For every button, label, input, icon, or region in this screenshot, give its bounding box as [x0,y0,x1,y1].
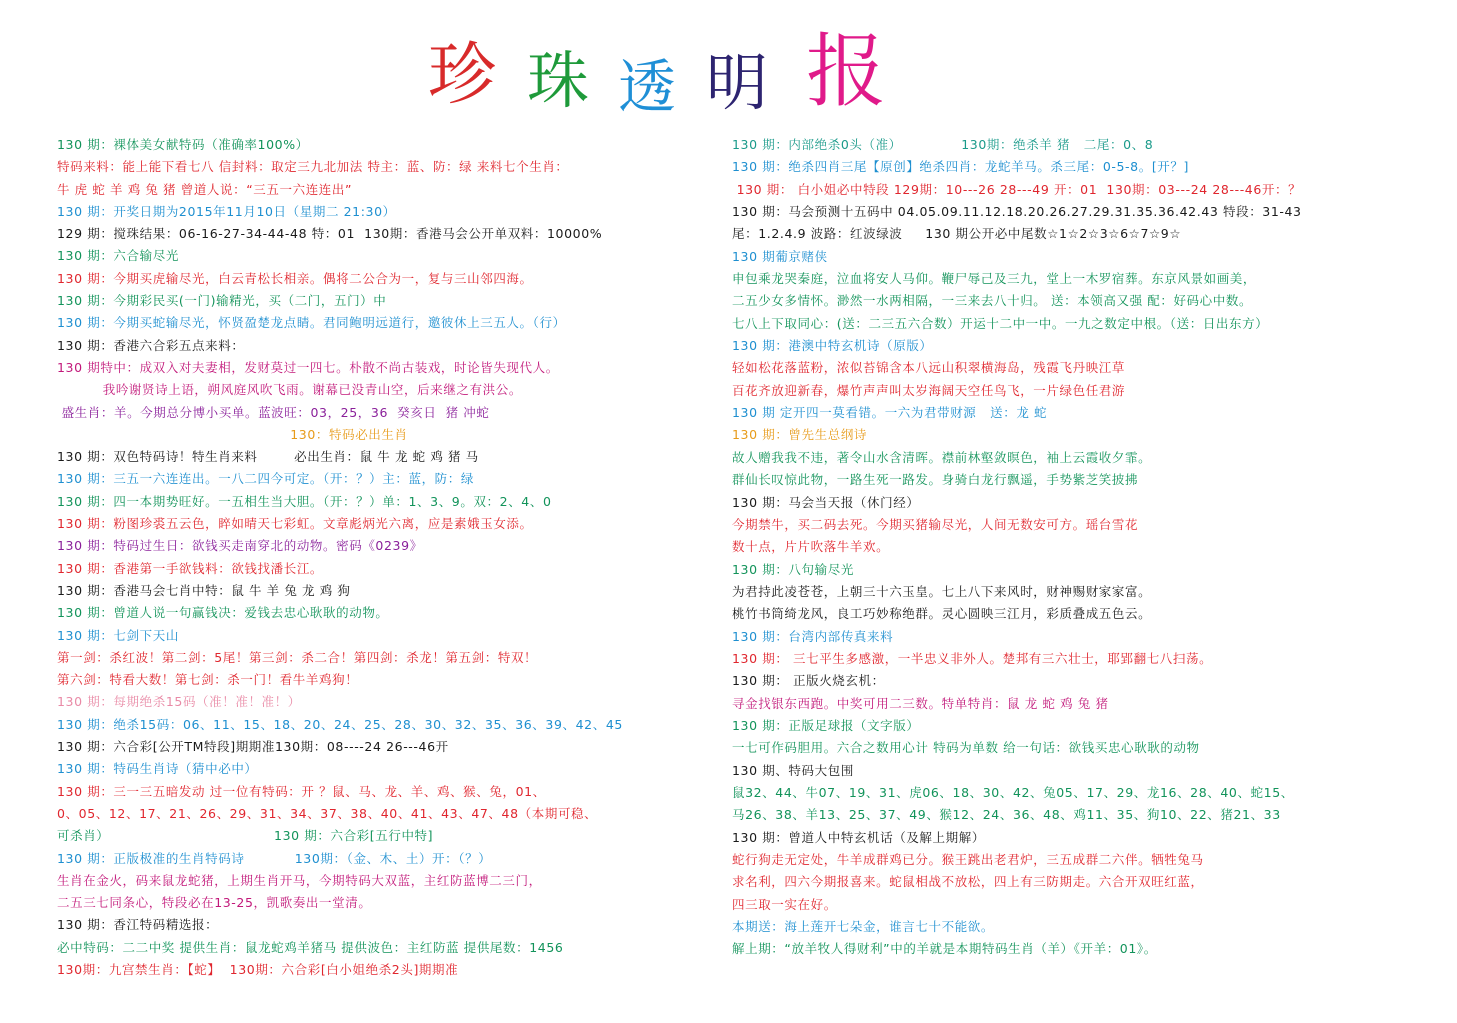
right-text-line: 四三取一实在好。 [732,896,837,912]
right-text-line: 130 期：正版足球报（文字版） [732,717,920,733]
left-text-line: 130 期特中：成双入对夫妻相，发财莫过一四七。朴散不尚古装戏，时论皆失现代人。 [57,359,559,375]
right-text-line: 解上期：“放羊牧人得财利”中的羊就是本期特码生肖（羊）《开羊：01》。 [732,941,1157,957]
right-text-line: 蛇行狗走无定处，牛羊成群鸡已分。猴王跳出老君炉，三五成群二六伴。牺牲兔马 [732,852,1204,867]
left-text-line: 130 期：每期绝杀15码（准！准！准！） [57,694,301,710]
title-char-4: 明 [706,46,769,119]
left-text-line: 130 期：绝杀15码：06、11、15、18、20、24、25、28、30、32、35、36、39、42、45 [57,716,623,732]
right-text-line: 130 期：绝杀四肖三尾【原创】绝杀四肖：龙蛇羊马。杀三尾：0-5-8。[开？] [732,159,1189,175]
right-text-line: 百花齐放迎新春，爆竹声声叫太岁海阔天空任鸟飞，一片绿色任君游 [732,382,1126,398]
right-text-line: 寻金找银东西跑。中奖可用二三数。特单特肖：鼠 龙 蛇 鸡 兔 猪 [732,695,1109,711]
left-text-line: 生肖在金火，码来鼠龙蛇猪，上期生肖开马，今期特码大双蓝，主红防蓝博二三门， [57,872,542,888]
left-text-line: 130 期：开奖日期为2015年11月10日（星期二 21:30） [57,203,396,219]
left-text-line: 第一剑：杀红波！第二剑：5尾！第三剑：杀二合！第四剑：杀龙！第五剑：特双！ [57,649,538,665]
left-text-line: 130 期：特码过生日：欲钱买走南穿北的动物。密码《0239》 [57,538,423,554]
right-text-line: 申包乘龙哭秦庭，泣血将安人马仰。鞭尸辱己及三九，堂上一木罗宿葬。东京风景如画美， [732,271,1257,287]
left-text-line: 盛生肖：羊。今期总分博小买单。蓝波旺：03，25，36 癸亥日 猪 冲蛇 [57,404,490,420]
left-text-line: 130 期：特码生肖诗（猜中必中） [57,761,258,777]
left-text-line: 130 期：六合输尽光 [57,248,179,264]
right-text-line: 群仙长叹惊此物，一路生死一路发。身骑白龙行飘遥，手势紫芝笑披拂 [732,472,1139,488]
left-text-line: 130 期：六合彩[公开TM特段]期期准130期：08----24 26---46开 [57,739,449,755]
left-text-line: 130 期：粉图珍裘五云色，睟如晴天七彩虹。文章彪炳光六离，应是素娥玉女添。 [57,516,533,532]
left-text-line: 130 期：香港马会七肖中特：鼠 牛 羊 兔 龙 鸡 狗 [57,582,351,598]
left-text-line: 可杀肖） 130 期：六合彩[五行中特] [57,828,434,844]
title-char-5: 报 [806,25,886,118]
left-text-line: 129 期：搅珠结果：06-16-27-34-44-48 特：01 130期：香港马会公开单双料：10000% [57,226,603,242]
right-text-line: 130 期、特码大包围 [732,762,854,778]
right-text-line: 尾：1.2.4.9 波路：红波绿波 130 期公开必中尾数☆1☆2☆3☆6☆7☆9☆ [732,226,1182,242]
right-text-line: 求名利，四六今期报喜来。蛇鼠相战不放松，四上有三防期走。六合开双旺红蓝， [732,874,1204,890]
left-text-line: 二五三七同条心，特段必在13-25，凯歌奏出一堂清。 [57,895,372,911]
right-text-line: 130 期：马会预测十五码中 04.05.09.11.12.18.20.26.27.29.31.35.36.42.43 特段：31-43 [732,204,1302,220]
left-text-line: 130 期：正版极准的生肖特码诗 130期：（金、木、土）开：（？） [57,850,492,866]
right-text-line: 130 期葡京赌侠 [732,248,828,264]
left-text-line: 130 期：四一本期势旺好。一五相生当大胆。（开：？）单：1、3、9。双：2、4、0 [57,493,552,509]
right-text-line: 故人赠我我不违，著令山水含清晖。襟前林壑敛暝色，袖上云霞收夕霏。 [732,449,1152,465]
left-text-line: 牛 虎 蛇 羊 鸡 兔 猪 曾道人说：“三五一六连连出” [57,181,353,197]
right-text-line: 130 期：曾道人中特玄机话（及解上期解） [732,829,985,845]
right-text-line: 桃竹书筒绮龙风，良工巧妙称绝群。灵心圆映三江月，彩质叠成五色云。 [732,606,1152,622]
right-text-line: 130 期：马会当天报（休门经） [732,494,920,510]
left-text-line: 130 期：双色特码诗！特生肖来料 必出生肖：鼠 牛 龙 蛇 鸡 猪 马 [57,449,479,465]
left-text-line: 130 期：今期买虎输尽光，白云青松长相亲。偶将二公合为一，复与三山邻四海。 [57,270,533,286]
right-column [732,134,1432,961]
right-text-line: 本期送：海上莲开七朵金，谁言七十不能欲。 [732,919,995,935]
left-text-line: 第六剑：特看大数！第七剑：杀一门！看牛羊鸡狗！ [57,672,359,688]
right-text-line: 鼠32、44、牛07、19、31、虎06、18、30、42、兔05、17、29、龙16、28、40、蛇15、 [732,784,1294,800]
newspaper-title [0,25,1457,121]
right-text-line: 130 期：曾先生总纲诗 [732,427,868,443]
right-text-line: 二五少女多情怀。渺然一水两相隔，一三来去八十归。 送：本领高又强 配：好码心中数。 [732,293,1253,309]
left-text-line: 0、05、12、17、21、26、29、31、34、37、38、40、41、43、47、48（本期可稳、 [57,805,598,821]
title-char-1: 珍 [428,36,497,115]
left-text-line: 130：特码必出生肖 [57,426,408,442]
right-text-line: 今期禁牛，买二码去死。今期买猪输尽光，人间无数安可方。瑶台雪花 [732,516,1139,532]
left-text-line: 130 期：香江特码精选报： [57,917,219,933]
left-text-line: 必中特码：二二中奖 提供生肖：鼠龙蛇鸡羊猪马 提供波色：主红防蓝 提供尾数：1456 [57,939,564,955]
left-text-line: 130 期：裸体美女献特码（准确率100%） [57,137,309,152]
right-text-line: 130 期：港澳中特玄机诗（原版） [732,338,933,354]
left-text-line: 130 期：七剑下天山 [57,627,179,643]
left-text-line: 130 期：三一三五暗发动 过一位有特码：开 ？鼠、马、龙、羊、鸡、猴、兔，01、 [57,783,546,799]
right-text-line: 130 期 定开四一莫看错。一六为君带财源 送：龙 蛇 [732,405,1048,421]
left-text-line: 130 期：香港六合彩五点来料： [57,337,245,353]
left-text-line: 特码来料：能上能下看七八 信封料：取定三九北加法 特主：蓝、防：绿 来料七个生肖： [57,159,569,175]
right-text-line: 数十点，片片吹落牛羊欢。 [732,539,890,555]
right-text-line: 七八上下取同心：(送：二三五六合数）开运十二中一中。一九之数定中根。（送：日出东方） [732,315,1269,331]
right-text-line: 130 期： 白小姐必中特段 129期：10---26 28---49 开：01 130期：03---24 28---46开：？ [732,181,1302,197]
left-column [57,134,717,981]
left-text-line: 130 期：曾道人说一句赢钱决：爱钱去忠心耿耿的动物。 [57,605,389,621]
right-text-line: 130 期：内部绝杀0头（准） 130期：绝杀羊 猪 二尾：0、8 [732,137,1154,152]
right-text-line: 130 期： 正版火烧玄机： [732,673,885,689]
right-text-line: 为君持此凌苍苍，上朝三十六玉皇。七上八下来风时，财神赐财家家富。 [732,583,1152,599]
left-text-line: 130期：九宫禁生肖：【蛇】 130期：六合彩[白小姐绝杀2头]期期准 [57,961,459,977]
right-text-line: 轻如松花落蓝粉，浓似苔锦含本八远山积翠横海岛，残霞飞丹映江草 [732,360,1126,376]
left-text-line: 我吟谢贤诗上语，朔风庭风吹飞雨。谢幕已没青山空，后来继之有洪公。 [57,382,522,398]
right-text-line: 马26、38、羊13、25、37、49、猴12、24、36、48、鸡11、35、狗10、22、猪21、33 [732,807,1281,823]
left-text-line: 130 期：三五一六连连出。一八二四今可定。（开：？）主：蓝，防：绿 [57,471,474,487]
left-text-line: 130 期：今期彩民买(一门)输精光，买（二门，五门）中 [57,293,387,309]
left-text-line: 130 期：香港第一手欲钱料：欲钱找潘长江。 [57,560,324,576]
right-text-line: 130 期：八句输尽光 [732,561,854,577]
right-text-line: 130 期： 三七平生多感激，一半忠义非外人。楚邦有三六壮士，耶郢翻七八扫荡。 [732,650,1213,666]
left-text-line: 130 期：今期买蛇输尽光，怀贤盈楚龙点睛。君同鲍明远道行，邀彼休上三五人。（行） [57,315,566,331]
title-char-2: 珠 [527,44,590,117]
right-text-line: 一七可作码胆用。六合之数用心计 特码为单数 给一句话：欲钱买忠心耿耿的动物 [732,740,1200,756]
title-char-3: 透 [618,53,677,121]
right-text-line: 130 期：台湾内部传真来料 [732,628,894,644]
